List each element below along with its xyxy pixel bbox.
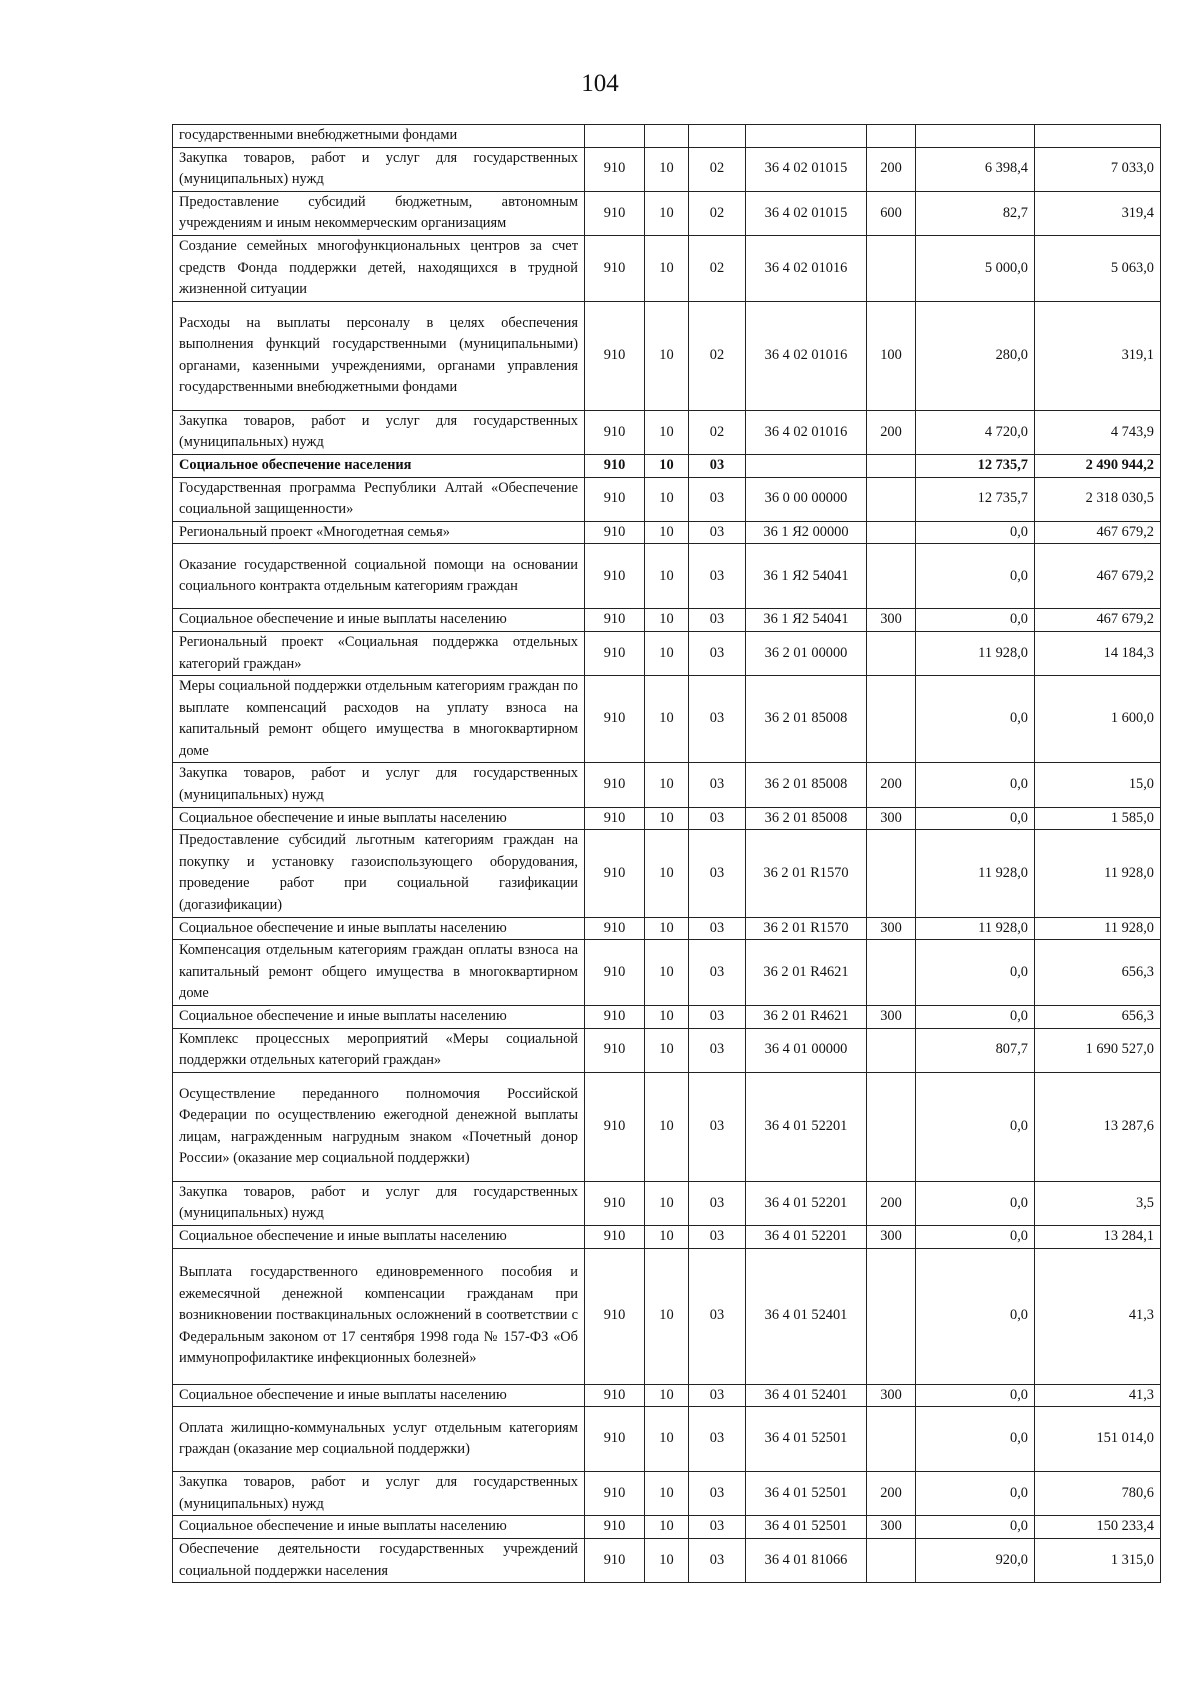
- amount-year-1-cell: 0,0: [916, 1072, 1035, 1181]
- table-row: [173, 1181, 1161, 1225]
- expense-type-cell: [867, 676, 916, 763]
- target-article-cell: 36 4 01 52201: [746, 1225, 867, 1248]
- admin-code-cell: 910: [585, 1072, 645, 1181]
- amount-year-1-cell: 0,0: [916, 1407, 1035, 1472]
- amount-year-2-cell: 467 679,2: [1035, 544, 1161, 609]
- amount-year-1-cell: 0,0: [916, 763, 1035, 807]
- target-article-cell: 36 2 01 85008: [746, 676, 867, 763]
- expense-type-cell: 200: [867, 410, 916, 454]
- expense-type-cell: 300: [867, 1225, 916, 1248]
- expense-type-cell: [867, 544, 916, 609]
- amount-year-1-cell: 0,0: [916, 676, 1035, 763]
- table-row: [173, 940, 1161, 1006]
- section-code-cell: 10: [645, 917, 689, 940]
- subsection-code-cell: 03: [689, 1028, 746, 1072]
- target-article-cell: 36 4 01 52401: [746, 1248, 867, 1384]
- expense-name-cell: Социальное обеспечение и иные выплаты населению: [173, 1516, 585, 1539]
- amount-year-1-cell: 0,0: [916, 940, 1035, 1006]
- admin-code-cell: 910: [585, 1538, 645, 1582]
- subsection-code-cell: 03: [689, 477, 746, 521]
- admin-code-cell: 910: [585, 521, 645, 544]
- expense-type-cell: [867, 521, 916, 544]
- admin-code-cell: 910: [585, 1516, 645, 1539]
- amount-year-2-cell: 319,4: [1035, 191, 1161, 235]
- target-article-cell: [746, 125, 867, 148]
- subsection-code-cell: 03: [689, 544, 746, 609]
- admin-code-cell: 910: [585, 1407, 645, 1472]
- target-article-cell: 36 1 Я2 54041: [746, 609, 867, 632]
- amount-year-2-cell: 656,3: [1035, 940, 1161, 1006]
- subsection-code-cell: 02: [689, 410, 746, 454]
- table-row: [173, 676, 1161, 763]
- target-article-cell: 36 4 01 52501: [746, 1407, 867, 1472]
- table-row: [173, 1538, 1161, 1582]
- amount-year-2-cell: 5 063,0: [1035, 235, 1161, 301]
- table-row: [173, 807, 1161, 830]
- amount-year-2-cell: 467 679,2: [1035, 521, 1161, 544]
- section-code-cell: 10: [645, 477, 689, 521]
- table-row: [173, 1028, 1161, 1072]
- amount-year-2-cell: 150 233,4: [1035, 1516, 1161, 1539]
- subsection-code-cell: 03: [689, 1407, 746, 1472]
- table-row: [173, 631, 1161, 675]
- subsection-code-cell: 02: [689, 147, 746, 191]
- table-row: [173, 1407, 1161, 1472]
- section-code-cell: 10: [645, 940, 689, 1006]
- expense-type-cell: 300: [867, 1516, 916, 1539]
- admin-code-cell: 910: [585, 830, 645, 917]
- section-code-cell: 10: [645, 1384, 689, 1407]
- admin-code-cell: 910: [585, 940, 645, 1006]
- table-row: [173, 521, 1161, 544]
- expense-type-cell: [867, 477, 916, 521]
- subsection-code-cell: 02: [689, 301, 746, 410]
- subsection-code-cell: 03: [689, 1248, 746, 1384]
- admin-code-cell: 910: [585, 147, 645, 191]
- expense-type-cell: [867, 454, 916, 477]
- expense-type-cell: 200: [867, 763, 916, 807]
- table-row: [173, 125, 1161, 148]
- expense-type-cell: [867, 1072, 916, 1181]
- amount-year-2-cell: 2 318 030,5: [1035, 477, 1161, 521]
- section-code-cell: 10: [645, 1472, 689, 1516]
- expense-type-cell: [867, 1538, 916, 1582]
- section-code-cell: 10: [645, 631, 689, 675]
- expense-type-cell: [867, 1407, 916, 1472]
- amount-year-2-cell: 2 490 944,2: [1035, 454, 1161, 477]
- expense-name-cell: Выплата государственного единовременного пособия и ежемесячной денежной компенсации гражданам при возникновении поствакцинальных осложнений в соответствии с Федеральным законом от 17 сентября 1998 года № 157-ФЗ «Об иммунопрофилактике инфекционных болезней»: [173, 1248, 585, 1384]
- target-article-cell: [746, 454, 867, 477]
- section-code-cell: [645, 125, 689, 148]
- amount-year-1-cell: 6 398,4: [916, 147, 1035, 191]
- section-code-cell: 10: [645, 609, 689, 632]
- table-row: [173, 1384, 1161, 1407]
- amount-year-2-cell: 13 287,6: [1035, 1072, 1161, 1181]
- section-code-cell: 10: [645, 521, 689, 544]
- subsection-code-cell: 03: [689, 1516, 746, 1539]
- expense-name-cell: Региональный проект «Многодетная семья»: [173, 521, 585, 544]
- table-row: [173, 1516, 1161, 1539]
- expense-name-cell: Закупка товаров, работ и услуг для государственных (муниципальных) нужд: [173, 1472, 585, 1516]
- target-article-cell: 36 4 01 52401: [746, 1384, 867, 1407]
- amount-year-2-cell: 1 585,0: [1035, 807, 1161, 830]
- subsection-code-cell: 03: [689, 1072, 746, 1181]
- amount-year-2-cell: 780,6: [1035, 1472, 1161, 1516]
- admin-code-cell: 910: [585, 917, 645, 940]
- table-row: [173, 191, 1161, 235]
- target-article-cell: 36 4 01 52501: [746, 1472, 867, 1516]
- subsection-code-cell: 03: [689, 454, 746, 477]
- amount-year-1-cell: 12 735,7: [916, 454, 1035, 477]
- subsection-code-cell: 03: [689, 1538, 746, 1582]
- subsection-code-cell: 03: [689, 1181, 746, 1225]
- expense-name-cell: Меры социальной поддержки отдельным категориям граждан по выплате компенсаций расходов на уплату взноса на капитальный ремонт общего имущества в многоквартирном доме: [173, 676, 585, 763]
- expense-type-cell: 100: [867, 301, 916, 410]
- amount-year-1-cell: [916, 125, 1035, 148]
- section-code-cell: 10: [645, 301, 689, 410]
- section-code-cell: 10: [645, 763, 689, 807]
- expense-type-cell: [867, 125, 916, 148]
- table-row: [173, 1248, 1161, 1384]
- amount-year-2-cell: 41,3: [1035, 1384, 1161, 1407]
- subsection-code-cell: 03: [689, 1384, 746, 1407]
- amount-year-1-cell: 0,0: [916, 1225, 1035, 1248]
- amount-year-1-cell: 11 928,0: [916, 917, 1035, 940]
- section-code-cell: 10: [645, 147, 689, 191]
- section-code-cell: 10: [645, 1006, 689, 1029]
- amount-year-2-cell: 467 679,2: [1035, 609, 1161, 632]
- target-article-cell: 36 4 02 01016: [746, 235, 867, 301]
- expense-type-cell: [867, 830, 916, 917]
- amount-year-2-cell: 3,5: [1035, 1181, 1161, 1225]
- expense-name-cell: Закупка товаров, работ и услуг для государственных (муниципальных) нужд: [173, 410, 585, 454]
- expense-name-cell: Государственная программа Республики Алтай «Обеспечение социальной защищенности»: [173, 477, 585, 521]
- amount-year-2-cell: 7 033,0: [1035, 147, 1161, 191]
- amount-year-1-cell: 280,0: [916, 301, 1035, 410]
- expense-type-cell: 300: [867, 917, 916, 940]
- subsection-code-cell: 03: [689, 940, 746, 1006]
- expense-name-cell: Закупка товаров, работ и услуг для государственных (муниципальных) нужд: [173, 1181, 585, 1225]
- expense-type-cell: 300: [867, 609, 916, 632]
- admin-code-cell: 910: [585, 477, 645, 521]
- section-code-cell: 10: [645, 1516, 689, 1539]
- table-row: [173, 235, 1161, 301]
- admin-code-cell: 910: [585, 609, 645, 632]
- table-row: [173, 544, 1161, 609]
- expense-type-cell: 200: [867, 1472, 916, 1516]
- section-code-cell: 10: [645, 1028, 689, 1072]
- expense-type-cell: [867, 940, 916, 1006]
- expense-name-cell: Закупка товаров, работ и услуг для государственных (муниципальных) нужд: [173, 147, 585, 191]
- subsection-code-cell: 03: [689, 1225, 746, 1248]
- amount-year-2-cell: 4 743,9: [1035, 410, 1161, 454]
- amount-year-1-cell: 0,0: [916, 544, 1035, 609]
- table-row: [173, 477, 1161, 521]
- admin-code-cell: 910: [585, 301, 645, 410]
- table-row: [173, 1225, 1161, 1248]
- target-article-cell: 36 4 02 01016: [746, 301, 867, 410]
- expense-name-cell: Социальное обеспечение и иные выплаты населению: [173, 807, 585, 830]
- target-article-cell: 36 1 Я2 00000: [746, 521, 867, 544]
- expense-type-cell: 300: [867, 1006, 916, 1029]
- amount-year-1-cell: 0,0: [916, 1384, 1035, 1407]
- section-code-cell: 10: [645, 1225, 689, 1248]
- subsection-code-cell: 03: [689, 1006, 746, 1029]
- expense-name-cell: Предоставление субсидий льготным категориям граждан на покупку и установку газоиспользующего оборудования, проведение работ при социальной газификации (догазификации): [173, 830, 585, 917]
- amount-year-2-cell: 11 928,0: [1035, 830, 1161, 917]
- amount-year-1-cell: 11 928,0: [916, 631, 1035, 675]
- target-article-cell: 36 4 02 01016: [746, 410, 867, 454]
- amount-year-1-cell: 0,0: [916, 1181, 1035, 1225]
- table-row: [173, 917, 1161, 940]
- section-code-cell: 10: [645, 235, 689, 301]
- expense-name-cell: Социальное обеспечение и иные выплаты населению: [173, 1384, 585, 1407]
- subsection-code-cell: 03: [689, 830, 746, 917]
- section-code-cell: 10: [645, 454, 689, 477]
- target-article-cell: 36 2 01 R4621: [746, 1006, 867, 1029]
- expense-name-cell: Социальное обеспечение и иные выплаты населению: [173, 1225, 585, 1248]
- expense-type-cell: [867, 1028, 916, 1072]
- amount-year-1-cell: 807,7: [916, 1028, 1035, 1072]
- section-code-cell: 10: [645, 807, 689, 830]
- expense-name-cell: Обеспечение деятельности государственных учреждений социальной поддержки населения: [173, 1538, 585, 1582]
- amount-year-1-cell: 0,0: [916, 807, 1035, 830]
- admin-code-cell: 910: [585, 544, 645, 609]
- target-article-cell: 36 2 01 R1570: [746, 917, 867, 940]
- amount-year-1-cell: 920,0: [916, 1538, 1035, 1582]
- admin-code-cell: 910: [585, 676, 645, 763]
- amount-year-1-cell: 0,0: [916, 1006, 1035, 1029]
- section-code-cell: 10: [645, 544, 689, 609]
- expense-type-cell: 200: [867, 147, 916, 191]
- expense-type-cell: 200: [867, 1181, 916, 1225]
- target-article-cell: 36 4 02 01015: [746, 147, 867, 191]
- table-row: [173, 454, 1161, 477]
- amount-year-2-cell: 656,3: [1035, 1006, 1161, 1029]
- expense-name-cell: Оказание государственной социальной помощи на основании социального контракта отдельным категориям граждан: [173, 544, 585, 609]
- target-article-cell: 36 2 01 85008: [746, 763, 867, 807]
- page-number: 104: [581, 70, 619, 97]
- subsection-code-cell: 03: [689, 521, 746, 544]
- table-row: [173, 147, 1161, 191]
- amount-year-2-cell: 14 184,3: [1035, 631, 1161, 675]
- admin-code-cell: 910: [585, 235, 645, 301]
- expense-type-cell: 300: [867, 1384, 916, 1407]
- target-article-cell: 36 4 01 00000: [746, 1028, 867, 1072]
- amount-year-2-cell: [1035, 125, 1161, 148]
- subsection-code-cell: 03: [689, 917, 746, 940]
- amount-year-1-cell: 0,0: [916, 1248, 1035, 1384]
- amount-year-2-cell: 151 014,0: [1035, 1407, 1161, 1472]
- admin-code-cell: 910: [585, 1181, 645, 1225]
- amount-year-1-cell: 11 928,0: [916, 830, 1035, 917]
- amount-year-1-cell: 0,0: [916, 1516, 1035, 1539]
- admin-code-cell: 910: [585, 1028, 645, 1072]
- expense-name-cell: Предоставление субсидий бюджетным, автономным учреждениям и иным некоммерческим организациям: [173, 191, 585, 235]
- admin-code-cell: 910: [585, 1006, 645, 1029]
- section-code-cell: 10: [645, 830, 689, 917]
- amount-year-1-cell: 4 720,0: [916, 410, 1035, 454]
- target-article-cell: 36 2 01 00000: [746, 631, 867, 675]
- budget-table: [172, 124, 1161, 1583]
- subsection-code-cell: [689, 125, 746, 148]
- section-code-cell: 10: [645, 410, 689, 454]
- amount-year-1-cell: 0,0: [916, 521, 1035, 544]
- admin-code-cell: 910: [585, 807, 645, 830]
- expense-name-cell: Создание семейных многофункциональных центров за счет средств Фонда поддержки детей, находящихся в трудной жизненной ситуации: [173, 235, 585, 301]
- expense-name-cell: Социальное обеспечение и иные выплаты населению: [173, 917, 585, 940]
- expense-name-cell: Оплата жилищно-коммунальных услуг отдельным категориям граждан (оказание мер социальной поддержки): [173, 1407, 585, 1472]
- amount-year-2-cell: 1 600,0: [1035, 676, 1161, 763]
- target-article-cell: 36 4 01 81066: [746, 1538, 867, 1582]
- admin-code-cell: 910: [585, 1472, 645, 1516]
- admin-code-cell: 910: [585, 454, 645, 477]
- expense-type-cell: [867, 631, 916, 675]
- table-row: [173, 1072, 1161, 1181]
- expense-name-cell: Закупка товаров, работ и услуг для государственных (муниципальных) нужд: [173, 763, 585, 807]
- subsection-code-cell: 03: [689, 1472, 746, 1516]
- section-code-cell: 10: [645, 191, 689, 235]
- table-row: [173, 763, 1161, 807]
- amount-year-1-cell: 0,0: [916, 609, 1035, 632]
- subsection-code-cell: 03: [689, 609, 746, 632]
- expense-type-cell: 600: [867, 191, 916, 235]
- amount-year-1-cell: 5 000,0: [916, 235, 1035, 301]
- expense-type-cell: 300: [867, 807, 916, 830]
- subsection-code-cell: 03: [689, 631, 746, 675]
- subsection-code-cell: 03: [689, 676, 746, 763]
- amount-year-2-cell: 1 315,0: [1035, 1538, 1161, 1582]
- expense-name-cell: государственными внебюджетными фондами: [173, 125, 585, 148]
- section-code-cell: 10: [645, 676, 689, 763]
- amount-year-2-cell: 13 284,1: [1035, 1225, 1161, 1248]
- target-article-cell: 36 2 01 R1570: [746, 830, 867, 917]
- admin-code-cell: 910: [585, 1248, 645, 1384]
- expense-name-cell: Социальное обеспечение и иные выплаты населению: [173, 1006, 585, 1029]
- amount-year-1-cell: 0,0: [916, 1472, 1035, 1516]
- target-article-cell: 36 4 01 52201: [746, 1181, 867, 1225]
- table-row: [173, 830, 1161, 917]
- target-article-cell: 36 1 Я2 54041: [746, 544, 867, 609]
- expense-name-cell: Комплекс процессных мероприятий «Меры социальной поддержки отдельных категорий граждан»: [173, 1028, 585, 1072]
- section-code-cell: 10: [645, 1072, 689, 1181]
- target-article-cell: 36 2 01 85008: [746, 807, 867, 830]
- admin-code-cell: [585, 125, 645, 148]
- amount-year-2-cell: 15,0: [1035, 763, 1161, 807]
- table-row: [173, 410, 1161, 454]
- subsection-code-cell: 02: [689, 191, 746, 235]
- target-article-cell: 36 4 01 52201: [746, 1072, 867, 1181]
- amount-year-1-cell: 12 735,7: [916, 477, 1035, 521]
- amount-year-2-cell: 319,1: [1035, 301, 1161, 410]
- expense-name-cell: Региональный проект «Социальная поддержка отдельных категорий граждан»: [173, 631, 585, 675]
- expense-type-cell: [867, 1248, 916, 1384]
- expense-name-cell: Осуществление переданного полномочия Российской Федерации по осуществлению ежегодной денежной выплаты лицам, награжденным нагрудным знаком «Почетный донор России» (оказание мер социальной поддержки): [173, 1072, 585, 1181]
- expense-type-cell: [867, 235, 916, 301]
- admin-code-cell: 910: [585, 1384, 645, 1407]
- expense-name-cell: Социальное обеспечение и иные выплаты населению: [173, 609, 585, 632]
- table-row: [173, 1472, 1161, 1516]
- amount-year-2-cell: 11 928,0: [1035, 917, 1161, 940]
- expense-name-cell: Расходы на выплаты персоналу в целях обеспечения выполнения функций государственными (муниципальными) органами, казенными учреждениями, органами управления государственными внебюджетными фондами: [173, 301, 585, 410]
- expense-name-cell: Социальное обеспечение населения: [173, 454, 585, 477]
- amount-year-2-cell: 41,3: [1035, 1248, 1161, 1384]
- table-row: [173, 1006, 1161, 1029]
- table-body: [173, 125, 1161, 1583]
- section-code-cell: 10: [645, 1538, 689, 1582]
- admin-code-cell: 910: [585, 410, 645, 454]
- admin-code-cell: 910: [585, 631, 645, 675]
- amount-year-2-cell: 1 690 527,0: [1035, 1028, 1161, 1072]
- admin-code-cell: 910: [585, 191, 645, 235]
- target-article-cell: 36 0 00 00000: [746, 477, 867, 521]
- subsection-code-cell: 03: [689, 763, 746, 807]
- admin-code-cell: 910: [585, 763, 645, 807]
- target-article-cell: 36 2 01 R4621: [746, 940, 867, 1006]
- subsection-code-cell: 03: [689, 807, 746, 830]
- subsection-code-cell: 02: [689, 235, 746, 301]
- section-code-cell: 10: [645, 1248, 689, 1384]
- target-article-cell: 36 4 02 01015: [746, 191, 867, 235]
- admin-code-cell: 910: [585, 1225, 645, 1248]
- section-code-cell: 10: [645, 1407, 689, 1472]
- table-row: [173, 301, 1161, 410]
- expense-name-cell: Компенсация отдельным категориям граждан оплаты взноса на капитальный ремонт общего имущества в многоквартирном доме: [173, 940, 585, 1006]
- section-code-cell: 10: [645, 1181, 689, 1225]
- target-article-cell: 36 4 01 52501: [746, 1516, 867, 1539]
- table-row: [173, 609, 1161, 632]
- amount-year-1-cell: 82,7: [916, 191, 1035, 235]
